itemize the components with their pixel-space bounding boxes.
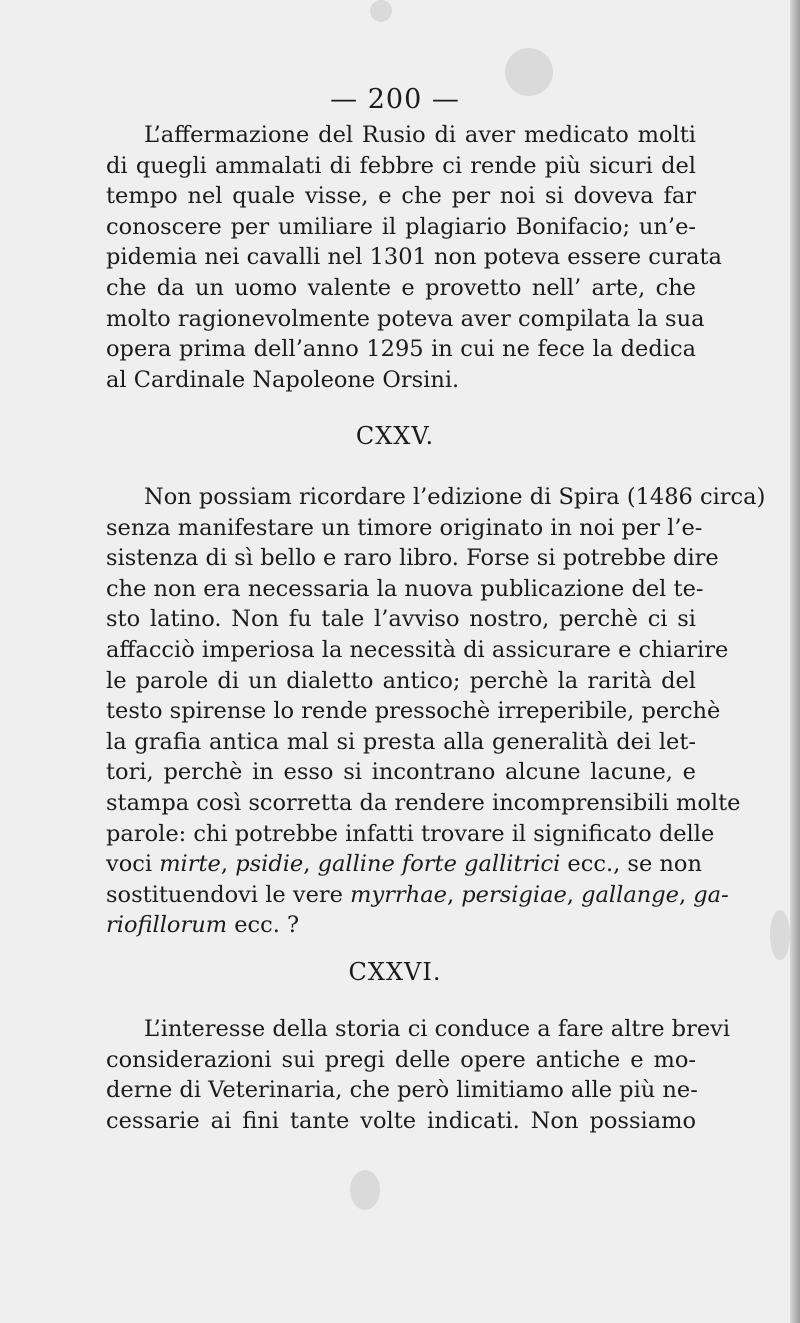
text-line: considerazioni sui pregi delle opere antiche e mo- xyxy=(106,1046,696,1073)
text-line-with-italics xyxy=(106,849,702,880)
italic-term: persigiae xyxy=(461,881,567,908)
text-line-with-italics xyxy=(106,880,729,911)
text-line: che da un uomo valente e provetto nell’ arte, che xyxy=(106,274,696,301)
paragraph-2 xyxy=(106,482,766,941)
text-span: , xyxy=(446,881,455,908)
section-heading-cxxvi: CXXVI. xyxy=(348,958,442,986)
text-line: tori, perchè in esso si incontrano alcune lacune, e xyxy=(106,759,696,786)
text-line: conoscere per umiliare il plagiario Bonifacio; un’e- xyxy=(106,213,696,240)
text-line: di quegli ammalati di febbre ci rende più sicuri del xyxy=(106,152,696,179)
italic-term: galline forte gallitrici xyxy=(317,851,561,878)
text-line-with-italics xyxy=(106,910,696,941)
text-line: sistenza di sì bello e raro libro. Forse si potrebbe dire xyxy=(106,545,719,572)
paragraph-1 xyxy=(106,120,722,395)
text-line: molto ragionevolmente poteva aver compilata la sua xyxy=(106,305,705,332)
text-line: derne di Veterinaria, che però limitiamo alle più ne- xyxy=(106,1077,698,1104)
text-line: al Cardinale Napoleone Orsini. xyxy=(106,366,460,393)
text-line: parole: chi potrebbe infatti trovare il significato delle xyxy=(106,820,715,847)
text-line: senza manifestare un timore originato in noi per l’e- xyxy=(106,514,703,541)
italic-term: psidie xyxy=(235,851,304,878)
paper-stain xyxy=(370,0,392,22)
text-line: tempo nel quale visse, e che per noi si doveva far xyxy=(106,183,696,210)
italic-term: riofillorum xyxy=(106,912,228,939)
italic-term: myrrhae xyxy=(350,881,447,908)
section-heading-cxxv: CXXV. xyxy=(355,422,435,450)
text-span: ecc., se non xyxy=(567,851,702,878)
text-line: testo spirense lo rende pressochè irreperibile, perchè xyxy=(106,698,721,725)
text-span: ecc. ? xyxy=(234,912,300,939)
text-span: sostituendovi le vere xyxy=(106,881,343,908)
text-span: , xyxy=(566,881,574,908)
text-line: le parole di un dialetto antico; perchè la rarità del xyxy=(106,667,696,694)
italic-term: ga- xyxy=(693,881,729,908)
italic-term: mirte xyxy=(159,851,221,878)
text-span: , xyxy=(220,851,229,878)
italic-term: gallange xyxy=(581,881,679,908)
text-line: opera prima dell’anno 1295 in cui ne fece la dedica xyxy=(106,336,696,363)
text-line: L’affermazione del Rusio di aver medicato molti xyxy=(144,122,696,148)
text-line: che non era necessaria la nuova publicazione del te- xyxy=(106,575,704,602)
text-line: cessarie ai fini tante volte indicati. Non possiamo xyxy=(106,1107,696,1134)
text-line: sto latino. Non fu tale l’avviso nostro, perchè ci si xyxy=(106,606,696,633)
text-span: voci xyxy=(106,851,153,878)
text-line: stampa così scorretta da rendere incomprensibili molte xyxy=(106,789,741,816)
page-number: — 200 — xyxy=(330,84,460,115)
text-line: pidemia nei cavalli nel 1301 non poteva essere curata xyxy=(106,244,722,271)
text-line: L’interesse della storia ci conduce a fare altre brevi xyxy=(144,1016,731,1042)
text-span: , xyxy=(678,881,687,908)
paper-stain xyxy=(770,910,790,960)
paper-stain xyxy=(350,1170,380,1210)
text-span: , xyxy=(303,851,311,878)
text-line: affacciò imperiosa la necessità di assicurare e chiarire xyxy=(106,636,729,663)
paragraph-3 xyxy=(106,1014,731,1136)
text-line: Non possiam ricordare l’edizione di Spira (1486 circa) xyxy=(144,484,766,510)
text-line: la grafia antica mal si presta alla generalità dei let- xyxy=(106,728,696,755)
page-edge-shadow xyxy=(790,0,800,1323)
